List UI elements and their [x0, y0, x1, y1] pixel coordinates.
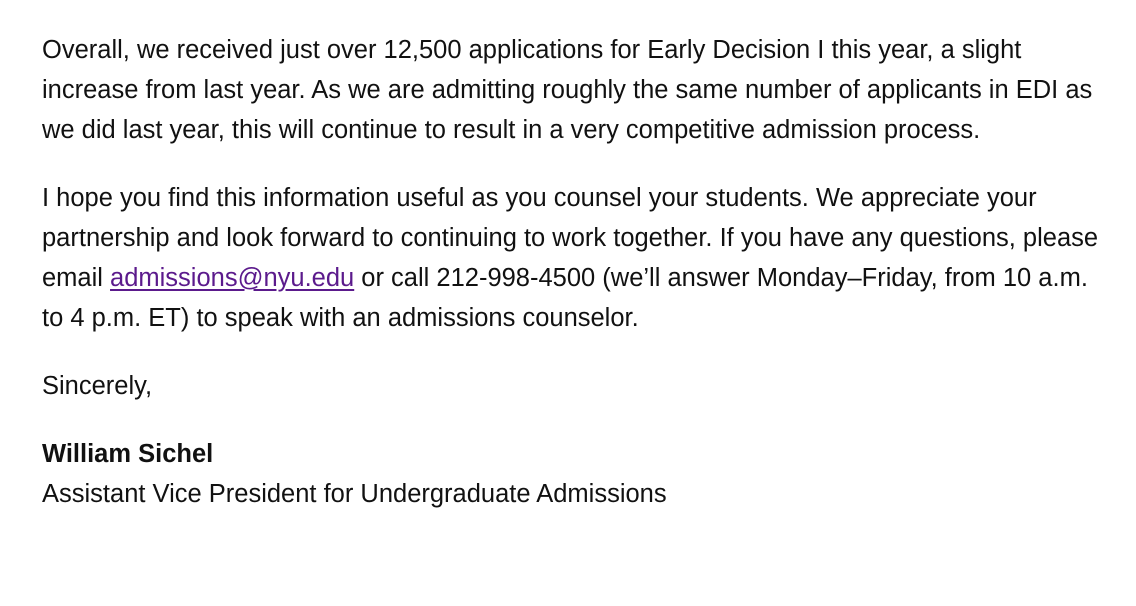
admissions-email-link[interactable]: admissions@nyu.edu: [110, 264, 355, 292]
paragraph-contact-info: [42, 178, 1102, 338]
signature-block: [42, 434, 1102, 514]
signature-name: William Sichel: [42, 440, 214, 468]
paragraph-applications-summary: Overall, we received just over 12,500 applications for Early Decision I this year, a slight increase from last year. As we are admitting roughly the same number of applicants in EDI as we did last year, this will continue to result in a very competitive admission process.: [42, 36, 1093, 144]
contact-text-after-link: or call 212-998-4500 (we’ll answer Monday–Friday, from 10 a.m. to 4 p.m. ET) to speak with an admissions counselor.: [42, 264, 1088, 332]
letter-body: [42, 30, 1102, 514]
closing-salutation: Sincerely,: [42, 372, 153, 400]
signature-title: Assistant Vice President for Undergraduate Admissions: [42, 480, 667, 508]
contact-text-before-link: I hope you find this information useful as you counsel your students. We appreciate your partnership and look forward to continuing to work together. If you have any questions, please email: [42, 184, 1099, 292]
